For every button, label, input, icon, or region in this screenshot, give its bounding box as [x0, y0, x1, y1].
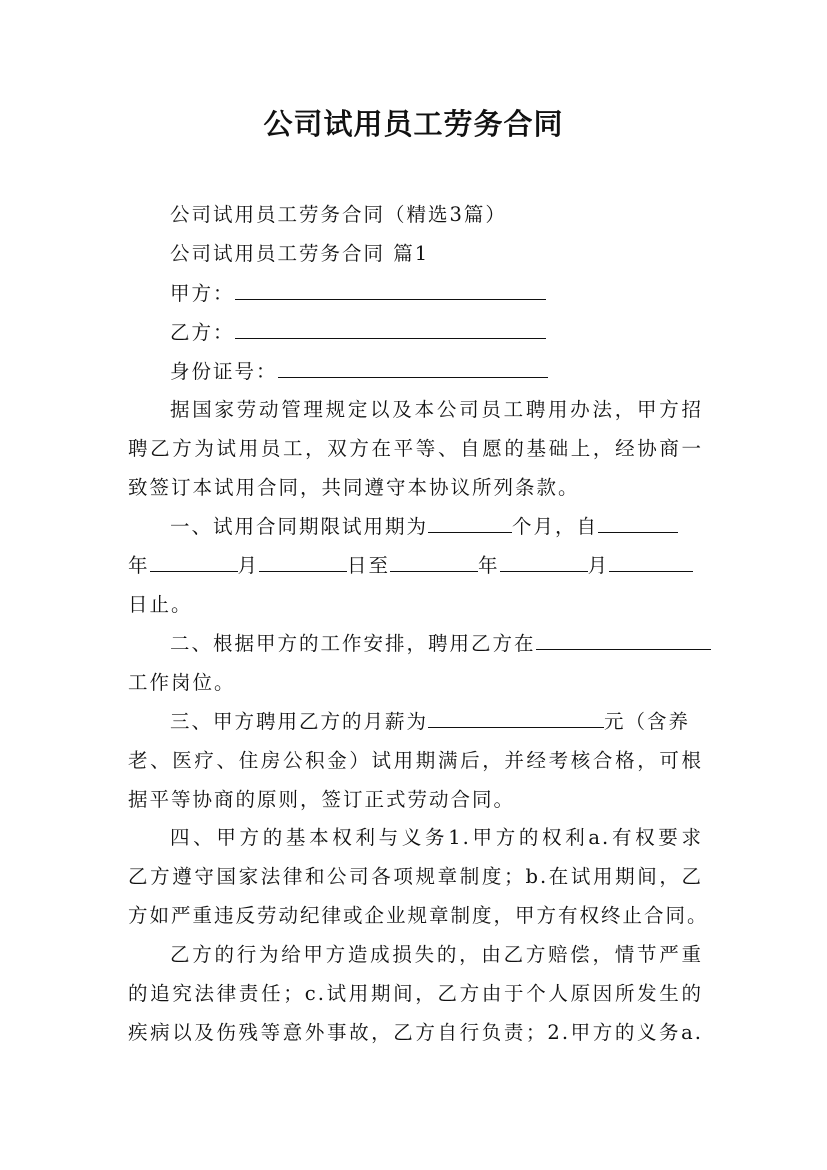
clause1-line-2 — [128, 550, 703, 578]
party-b-line — [170, 317, 703, 345]
clause1-line-1 — [170, 511, 703, 539]
clause3-salary-blank — [428, 710, 604, 728]
clause3-line-2: 老、医疗、住房公积金）试用期满后，并经考核合格，可根 — [128, 749, 703, 772]
clause3-line-1 — [170, 706, 703, 734]
id-number-label: 身份证号： — [170, 360, 278, 383]
clause2-prefix: 二、根据甲方的工作安排，聘用乙方在 — [170, 632, 536, 655]
clause2-line-2: 工作岗位。 — [128, 671, 236, 694]
id-number-line — [170, 356, 703, 384]
clause1-year2-blank — [390, 554, 478, 572]
party-b-blank — [235, 321, 546, 339]
clause1-month-blank — [259, 554, 347, 572]
clause1-year-blank — [150, 554, 238, 572]
party-a-blank — [235, 282, 546, 300]
clause3-prefix: 三、甲方聘用乙方的月薪为 — [170, 710, 429, 733]
clause4-cont-line-3: 疾病以及伤残等意外事故，乙方自行负责；2.甲方的义务a. — [128, 1021, 703, 1044]
clause4-line-2: 乙方遵守国家法律和公司各项规章制度；b.在试用期间，乙 — [128, 865, 703, 888]
id-number-blank — [278, 360, 548, 378]
clause1-month: 月 — [237, 554, 260, 577]
clause1-year: 年 — [128, 554, 150, 577]
clause1-day2-blank — [609, 554, 693, 572]
intro-line-1: 据国家劳动管理规定以及本公司员工聘用办法，甲方招 — [170, 398, 703, 421]
section-heading: 公司试用员工劳务合同 篇1 — [170, 242, 430, 265]
clause1-month2-blank — [500, 554, 588, 572]
party-a-line — [170, 278, 703, 306]
clause4-cont-line-1: 乙方的行为给甲方造成损失的，由乙方赔偿，情节严重 — [170, 943, 703, 966]
clause1-day-to: 日至 — [347, 554, 391, 577]
clause1-period-blank — [428, 515, 512, 533]
party-b-label: 乙方： — [170, 321, 235, 344]
clause1-line-3: 日止。 — [128, 593, 193, 616]
clause1-start-blank — [598, 515, 678, 533]
clause1-prefix: 一、试用合同期限试用期为 — [170, 515, 429, 538]
clause3-line-3: 据平等协商的原则，签订正式劳动合同。 — [128, 788, 516, 811]
document-title: 公司试用员工劳务合同 — [263, 107, 564, 141]
clause1-unit: 个月，自 — [512, 515, 599, 538]
intro-line-2: 聘乙方为试用员工，双方在平等、自愿的基础上，经协商一 — [128, 437, 703, 460]
party-a-label: 甲方： — [170, 282, 235, 305]
clause4-line-3: 方如严重违反劳动纪律或企业规章制度，甲方有权终止合同。 — [128, 904, 709, 927]
clause2-blank — [536, 632, 711, 650]
intro-line-3: 致签订本试用合同，共同遵守本协议所列条款。 — [128, 476, 580, 499]
clause2-line-1 — [170, 628, 703, 656]
clause1-month2: 月 — [587, 554, 610, 577]
clause3-suffix: 元（含养 — [604, 710, 691, 733]
clause1-year2: 年 — [478, 554, 500, 577]
document-subtitle: 公司试用员工劳务合同（精选3篇） — [170, 203, 507, 226]
clause4-line-1: 四、甲方的基本权利与义务1.甲方的权利a.有权要求 — [170, 826, 703, 849]
clause4-cont-line-2: 的追究法律责任；c.试用期间，乙方由于个人原因所发生的 — [128, 982, 703, 1005]
